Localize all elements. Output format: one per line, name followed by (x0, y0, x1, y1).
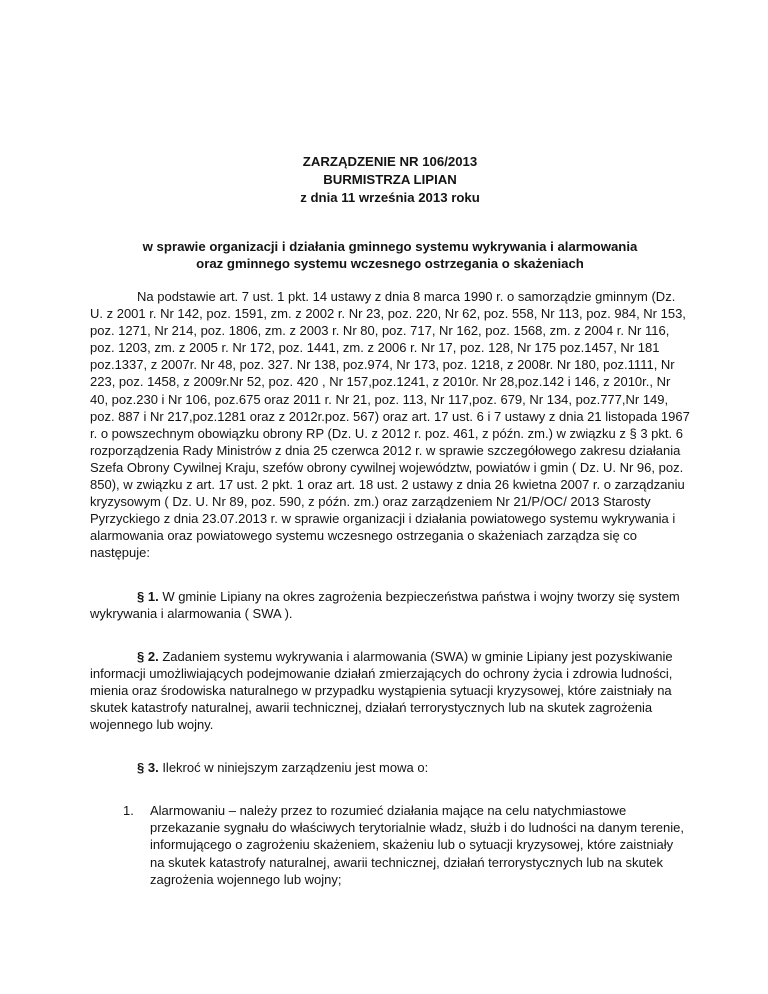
subject-line-1: w sprawie organizacji i działania gminnego systemu wykrywania i alarmowania (142, 239, 638, 254)
section-3-text: Ilekroć w niniejszym zarządzeniu jest mowa o: (162, 760, 429, 776)
section-3-paragraph (90, 759, 690, 776)
title-line-ordinance-number: ZARZĄDZENIE NR 106/2013 (302, 154, 478, 169)
list-item (90, 802, 690, 887)
list-item-number: 1. (123, 803, 134, 819)
section-2-marker: § 2. (137, 648, 159, 664)
section-1-marker: § 1. (137, 588, 159, 604)
section-2-text: Zadaniem systemu wykrywania i alarmowania (SWA) w gminie Lipiany jest pozyskiwanie informacji umożliwiających podejmowanie działań zmierzających do ochrony życia i zdrowia ludności, mienia oraz środowiska naturalnego w przypadku wystąpienia sytuacji kryzysowej, które zaistniały na skutek katastrofy naturalnej, awarii technicznej, działań terrorystycznych lub na skutek zagrożenia wojennego lub wojny. (90, 648, 673, 733)
list-item-text: Alarmowaniu – należy przez to rozumieć działania mające na celu natychmiastowe przekazanie sygnału do właściwych terytorialnie władz, służb i do ludności na danym terenie, informującego o zagrożeniu skażeniem, skażeniu lub o sytuacji kryzysowej, które zaistniały na skutek katastrofy naturalnej, awarii technicznej, działań terrorystycznych lub na skutek zagrożenia wojennego lub wojny; (150, 803, 684, 887)
subject-line-2: oraz gminnego systemu wczesnego ostrzegania o skażeniach (196, 256, 584, 271)
title-line-issuer: BURMISTRZA LIPIAN (323, 172, 457, 187)
document-subject (90, 238, 690, 272)
document-title (90, 153, 690, 207)
section-1-paragraph (90, 588, 690, 622)
section-2-paragraph (90, 648, 690, 733)
section-1-text: W gminie Lipiany na okres zagrożenia bezpieczeństwa państwa i wojny tworzy się system wykrywania i alarmowania ( SWA ). (90, 588, 680, 621)
section-3-marker: § 3. (137, 760, 159, 776)
title-line-date: z dnia 11 września 2013 roku (300, 190, 480, 205)
legal-basis-paragraph: Na podstawie art. 7 ust. 1 pkt. 14 ustawy z dnia 8 marca 1990 r. o samorządzie gminnym (Dz. U. z 2001 r. Nr 142, poz. 1591, zm. z 2002 r. Nr 23, poz. 220, Nr 62, poz. 558, Nr 113, poz. 984, Nr 153, poz. 1271, Nr 214, poz. 1806, zm. z 2003 r. Nr 80, poz. 717, Nr 162, poz. 1568, zm. z 2004 r. Nr 116, poz. 1203, zm. z 2005 r. Nr 172, poz. 1441, zm. z 2006 r. Nr 17, poz. 128, Nr 175 poz.1457, Nr 181 poz.1337, z 2007r. Nr 48, poz. 327. Nr 138, poz.974, Nr 173, poz. 1218, z 2008r. Nr 180, poz.1111, Nr 223, poz. 1458, z 2009r.Nr 52, poz. 420 , Nr 157,poz.1241, z 2010r. Nr 28,poz.142 i 146, z 2010r., Nr 40, poz.230 i Nr 106, poz.675 oraz 2011 r. Nr 21, poz. 113, Nr 117,poz. 679, Nr 134, poz.777,Nr 149, poz. 887 i Nr 217,poz.1281 oraz z 2012r.poz. 567) oraz art. 17 ust. 6 i 7 ustawy z dnia 21 listopada 1967 r. o powszechnym obowiązku obrony RP (Dz. U. z 2012 r. poz. 461, z późn. zm.) w związku z § 3 pkt. 6 rozporządzenia Rady Ministrów z dnia 25 czerwca 2012 r. w sprawie szczegółowego zakresu działania Szefa Obrony Cywilnej Kraju, szefów obrony cywilnej województw, powiatów i gmin ( Dz. U. Nr 96, poz. 850), w związku z art. 17 ust. 2 pkt. 1 oraz art. 18 ust. 2 ustawy z dnia 26 kwietna 2007 r. o zarządzaniu kryzysowym ( Dz. U. Nr 89, poz. 590, z późn. zm.) oraz zarządzeniem Nr 21/P/OC/ 2013 Starosty Pyrzyckiego z dnia 23.07.2013 r. w sprawie organizacji i działania powiatowego systemu wykrywania i alarmowania oraz powiatowego systemu wczesnego ostrzegania o skażeniach zarządza się co następuje: (90, 289, 690, 561)
definitions-list (90, 802, 690, 887)
